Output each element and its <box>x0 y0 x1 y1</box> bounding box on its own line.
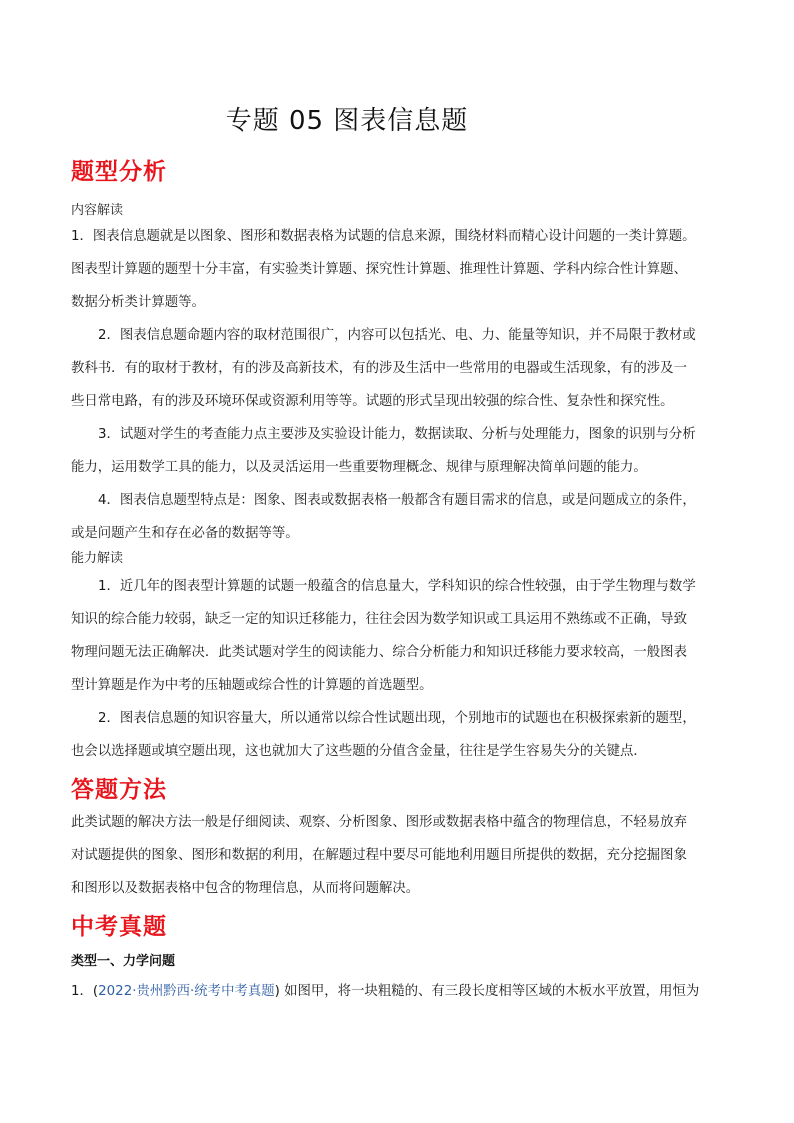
content-line: 数据分析类计算题等。 <box>71 295 205 310</box>
method-line: 此类试题的解决方法一般是仔细阅读、观察、分析图象、图形或数据表格中蕴含的物理信息，不轻易放弃 <box>71 815 687 830</box>
content-label: 内容解读 <box>71 203 124 218</box>
content-line: 图表型计算题的题型十分丰富，有实验类计算题、探究性计算题、推理性计算题、学科内综合性计算题、 <box>71 262 687 277</box>
content-line: 些日常电路，有的涉及环境环保或资源利用等等。试题的形式呈现出较强的综合性、复杂性和探究性。 <box>71 394 674 409</box>
method-line: 和图形以及数据表格中包含的物理信息，从而将问题解决。 <box>71 881 420 896</box>
question-text: ) 如图甲，将一块粗糙的、有三段长度相等区域的木板水平放置，用恒为 <box>274 984 700 999</box>
method-paragraph <box>71 806 739 905</box>
section-heading-method: 答题方法 <box>71 777 167 803</box>
content-line: 教科书．有的取材于教材，有的涉及高新技术，有的涉及生活中一些常用的电器或生活现象，有的涉及一 <box>71 361 687 376</box>
question-1 <box>71 980 739 999</box>
ability-line: 物理问题无法正确解决．此类试题对学生的阅读能力、综合分析能力和知识迁移能力要求较高，一般图表 <box>71 645 687 660</box>
ability-line: 知识的综合能力较弱，缺乏一定的知识迁移能力，往往会因为数学知识或工具运用不熟练或不正确，导致 <box>71 612 687 627</box>
question-number: 1．( <box>71 984 99 999</box>
section-heading-exam: 中考真题 <box>71 914 167 940</box>
content-paragraphs <box>71 220 739 550</box>
ability-line: 也会以选择题或填空题出现，这也就加大了这些题的分值含金量，往往是学生容易失分的关键点． <box>71 744 647 759</box>
page-title: 专题 05 图表信息题 <box>225 106 469 136</box>
ability-paragraphs <box>71 570 739 768</box>
question-type-label: 类型一、力学问题 <box>71 954 176 969</box>
section-heading-analysis: 题型分析 <box>71 159 167 185</box>
content-line: 3．试题对学生的考查能力点主要涉及实验设计能力，数据读取、分析与处理能力，图象的识别与分析 <box>98 427 696 442</box>
ability-line: 型计算题是作为中考的压轴题或综合性的计算题的首选题型。 <box>71 678 433 693</box>
ability-line: 2．图表信息题的知识容量大，所以通常以综合性试题出现，个别地市的试题也在积极探索新的题型， <box>98 711 696 726</box>
method-line: 对试题提供的图象、图形和数据的利用，在解题过程中要尽可能地利用题目所提供的数据，充分挖掘图象 <box>71 848 687 863</box>
content-line: 2．图表信息题命题内容的取材范围很广，内容可以包括光、电、力、能量等知识，并不局限于教材或 <box>98 328 696 343</box>
content-line: 4．图表信息题型特点是：图象、图表或数据表格一般都含有题目需求的信息，或是问题成立的条件， <box>98 493 696 508</box>
content-line: 能力，运用数学工具的能力，以及灵活运用一些重要物理概念、规律与原理解决简单问题的能力。 <box>71 460 647 475</box>
content-line: 1．图表信息题就是以图象、图形和数据表格为试题的信息来源，围绕材料而精心设计问题的一类计算题。 <box>71 229 696 244</box>
content-line: 或是问题产生和存在必备的数据等等。 <box>71 526 299 541</box>
question-source: 2022·贵州黔西·统考中考真题 <box>98 984 275 999</box>
ability-line: 1．近几年的图表型计算题的试题一般蕴含的信息量大，学科知识的综合性较强，由于学生物理与数学 <box>98 579 696 594</box>
ability-label: 能力解读 <box>71 551 124 566</box>
